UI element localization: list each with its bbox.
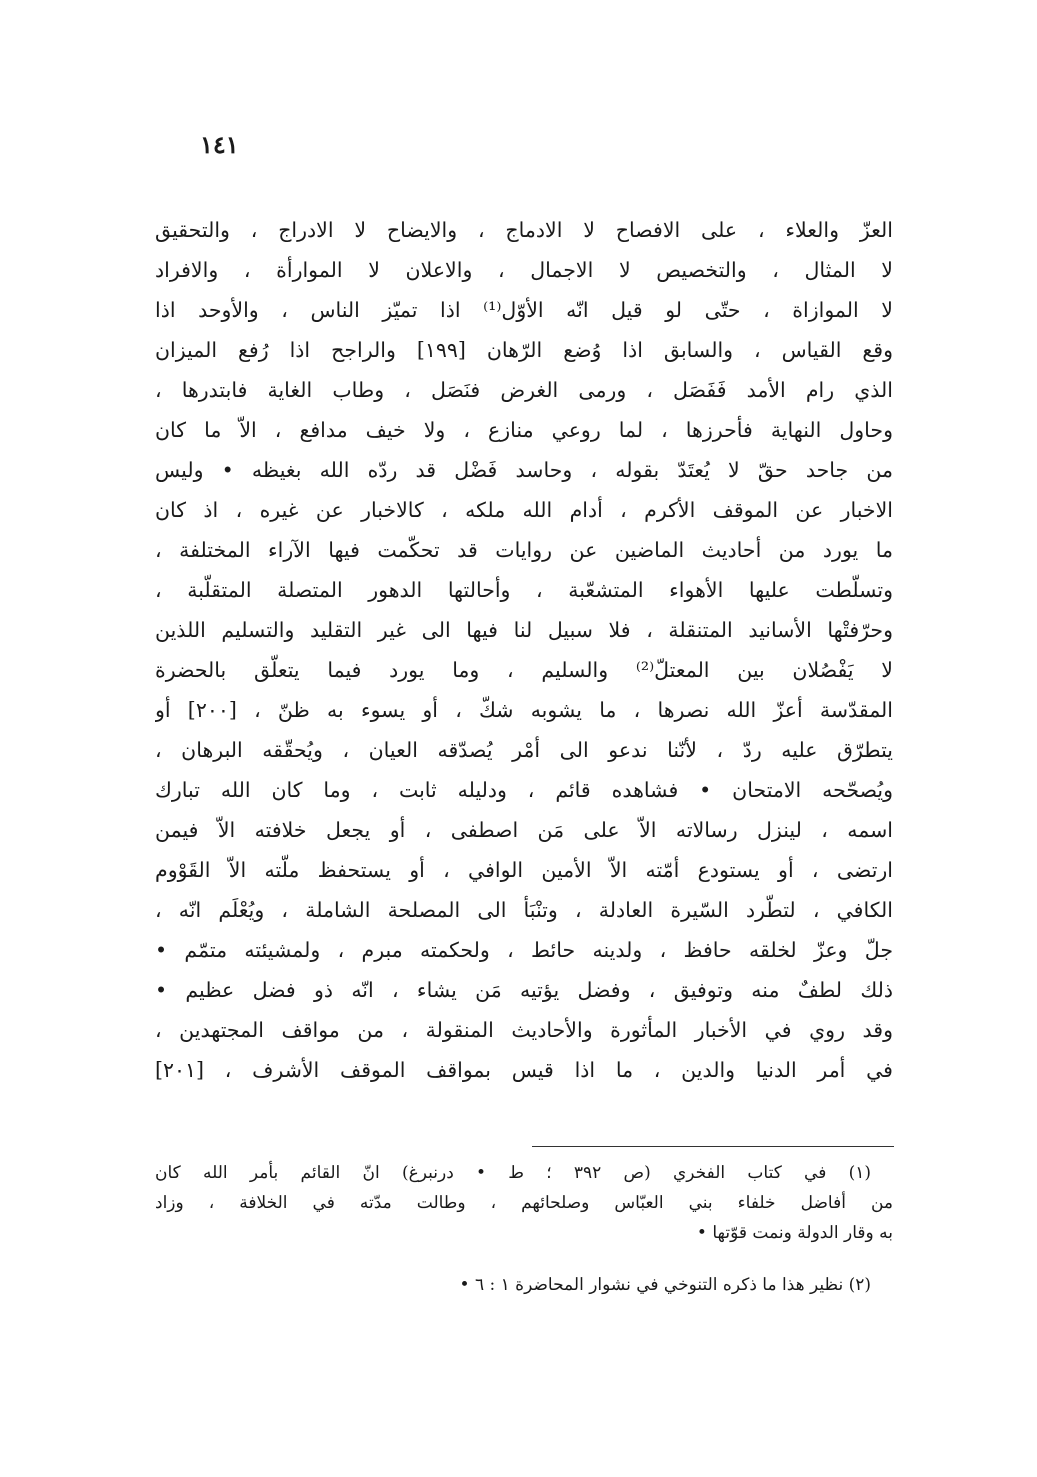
text-line: لا المثال ، والتخصيص لا الاجمال ، والاعلان لا الموارأة ، والافراد (155, 258, 893, 282)
footnote-spacer (155, 1248, 893, 1270)
text-line: الكافي ، لتطّرد السّيرة العادلة ، وتنْبَأ الى المصلحة الشاملة ، ويُعْلَم انّه ، (155, 898, 893, 922)
text-line: وحرّفتْها الأسانيد المتنقلة ، فلا سبيل لنا فيها الى غير التقليد والتسليم اللذين (155, 618, 893, 642)
text-line: الاخبار عن الموقف الأكرم ، أدام الله ملكه ، كالاخبار عن غيره ، اذ كان (155, 498, 893, 522)
text-line: ذلك لطفٌ منه وتوفيق ، وفضل يؤتيه مَن يشاء ، انّه ذو فضل عظيم • (155, 978, 893, 1002)
text-line: يتطرّق عليه ردّ ، لأنّنا ندعو الى أمْر يُصدّقه العيان ، ويُحقّقه البرهان ، (155, 738, 893, 762)
text-line: لا الموازاة ، حتّى لو قيل انّه الأوّل⁽¹⁾ اذا تميّز الناس ، والأوحد اذا (155, 298, 893, 322)
text-line: لا يَفْصُلان بين المعتلّ⁽²⁾ والسليم ، وما يورد فيما يتعلّق بالحضرة (155, 658, 893, 682)
text-line: في أمر الدنيا والدين ، ما اذا قيس بمواقف الموقف الأشرف ، [٢٠١] (155, 1058, 893, 1082)
text-line: العزّ والعلاء ، على الافصاح لا الادماج ، والايضاح لا الادراج ، والتحقيق (155, 218, 893, 242)
text-line: ارتضى ، أو يستودع أمّته الاّ الأمين الوافي ، أو يستحفظ ملّته الاّ القَوْوم (155, 858, 893, 882)
text-line: اسمه ، لينزل رسالاته الاّ على مَن اصطفى ، أو يجعل خلافته الاّ فيمن (155, 818, 893, 842)
footnote-1-line: به وقار الدولة ونمت قوّتها • (696, 1223, 893, 1243)
text-line: وقد روي في الأخبار المأثورة والأحاديث المنقولة ، من مواقف المجتهدين ، (155, 1018, 893, 1042)
text-line: من جاحد حقّ لا يُعتَدّ بقوله ، وحاسد فَضْل قد ردّه الله بغيظه • وليس (155, 458, 893, 482)
footnote-2: (٢) نظير هذا ما ذكره التنوخي في نشوار المحاضرة ١ : ٦ • (459, 1275, 871, 1295)
footnotes (155, 1158, 893, 1300)
text-line: جلّ وعزّ لخلقه حافظ ، ولدينه حائط ، ولحكمته مبرم ، ولمشيئته متمّم • (155, 938, 893, 962)
page-number: ١٤١ (200, 130, 239, 159)
text-line: المقدّسة أعزّ الله نصرها ، ما يشوبه شكّ ، أو يسوء به ظنّ ، [٢٠٠] أو (155, 698, 893, 722)
footnote-1-line: من أفاضل خلفاء بني العبّاس وصلحائهم ، وطالت مدّته في الخلافة ، وزاد (155, 1193, 893, 1213)
text-line: وحاول النهاية فأحرزها ، لما روعي منازع ، ولا خيف مدافع ، الاّ ما كان (155, 418, 893, 442)
footnote-divider (532, 1146, 894, 1147)
footnote-1-line: (١) في كتاب الفخري (ص ٣٩٢ ؛ ط • درنبرغ) انّ القائم بأمر الله كان (155, 1163, 872, 1183)
text-line: الذي رام الأمد فَفَصَل ، ورمى الغرض فنَصَل ، وطاب الغاية فابتدرها ، (155, 378, 893, 402)
body-text (155, 210, 893, 1090)
text-line: وتسلّطت عليها الأهواء المتشعّبة ، وأحالتها الدهور المتصلة المتقلّبة ، (155, 578, 893, 602)
text-line: ويُصحّحه الامتحان • فشاهده قائم ، ودليله ثابت ، وما كان الله تبارك (155, 778, 893, 802)
text-line: وقع القياس ، والسابق اذا وُضع الرّهان [١٩٩] والراجح اذا رُفع الميزان (155, 338, 893, 362)
text-line: ما يورد من أحاديث الماضين عن روايات قد تحكّمت فيها الآراء المختلفة ، (155, 538, 893, 562)
